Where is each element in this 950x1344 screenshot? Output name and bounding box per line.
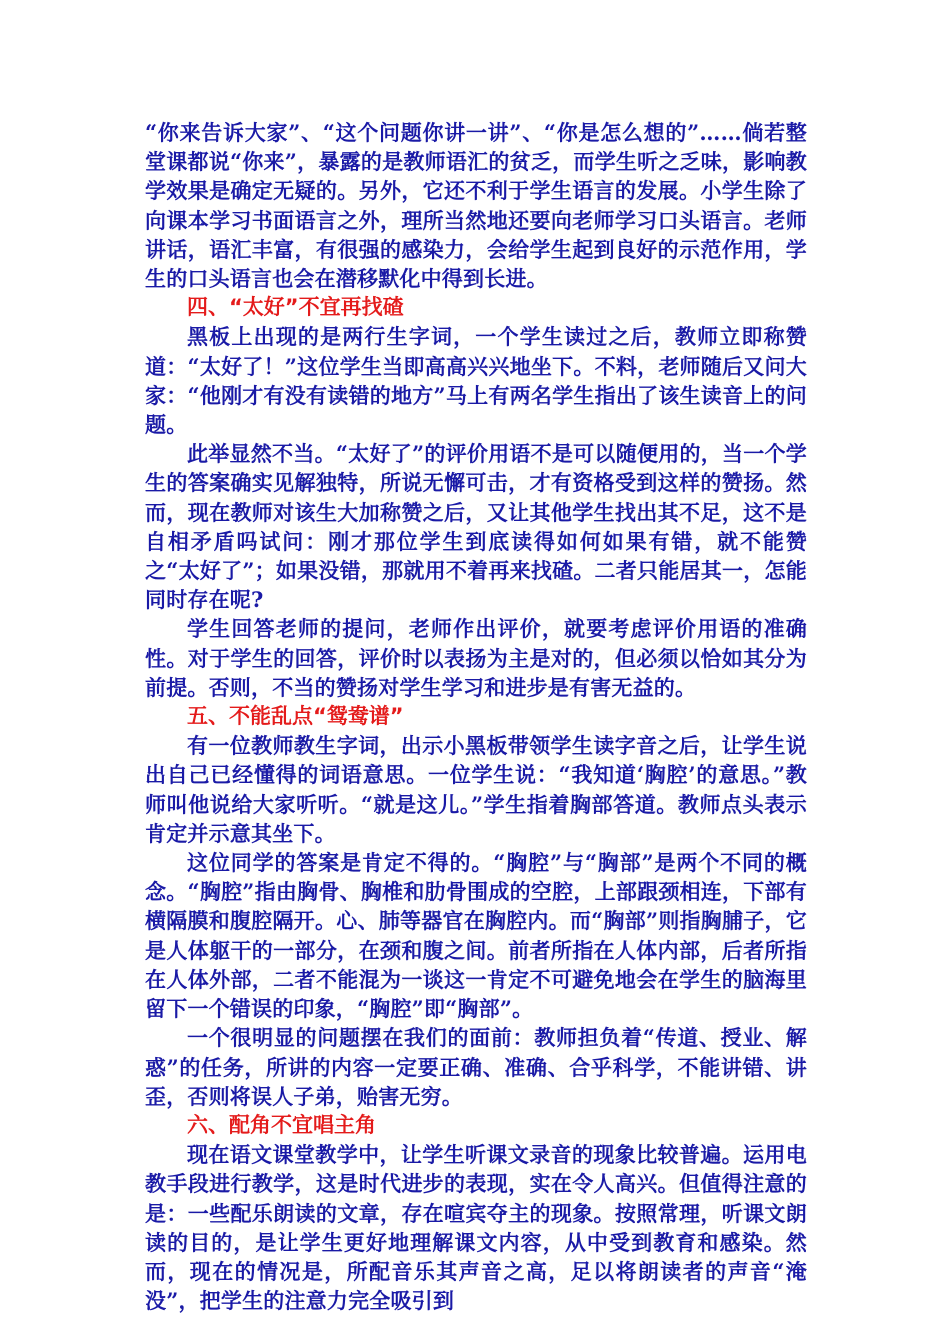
section-heading-4: 四、“太好”不宜再找碴 [187, 295, 404, 320]
paragraph: 此举显然不当。“太好了”的评价用语不是可以随便用的，当一个学生的答案确实见解独特，所说无懈可击，才有资格受到这样的赞扬。然而，现在教师对该生大加称赞之后，又让其他学生找出其不足，这不是自相矛盾吗试问：刚才那位学生到底读得如何如果有错，就不能赞之“太好了”；如果没错，那就用不着再来找碴。二者只能居其一，怎能同时存在呢? [145, 441, 807, 613]
paragraph: “你来告诉大家”、“这个问题你讲一讲”、“你是怎么想的”……倘若整堂课都说“你来”，暴露的是教师语汇的贫乏，而学生听之乏味，影响教学效果是确定无疑的。另外，它还不利于学生语言的发展。小学生除了向课本学习书面语言之外，理所当然地还要向老师学习口头语言。老师讲话，语汇丰富，有很强的感染力，会给学生起到良好的示范作用，学生的口头语言也会在潜移默化中得到长进。 [145, 120, 807, 292]
document-page [145, 118, 807, 1315]
paragraph: 黑板上出现的是两行生字词，一个学生读过之后，教师立即称赞道：“太好了！”这位学生当即高高兴兴地坐下。不料，老师随后又问大家：“他刚才有没有读错的地方”马上有两名学生指出了该生读音上的问题。 [145, 324, 807, 438]
paragraph: 这位同学的答案是肯定不得的。“胸腔”与“胸部”是两个不同的概念。“胸腔”指由胸骨、胸椎和肋骨围成的空腔，上部跟颈相连，下部有横隔膜和腹腔隔开。心、肺等器官在胸腔内。而“胸部”则指胸脯子，它是人体躯干的一部分，在颈和腹之间。前者所指在人体内部，后者所指在人体外部，二者不能混为一谈这一肯定不可避免地会在学生的脑海里留下一个错误的印象，“胸腔”即“胸部”。 [145, 850, 807, 1022]
section-heading-6: 六、配角不宜唱主角 [187, 1112, 376, 1137]
paragraph: 有一位教师教生字词，出示小黑板带领学生读字音之后，让学生说出自己已经懂得的词语意思。一位学生说：“我知道‘胸腔’的意思。”教师叫他说给大家听听。“就是这儿。”学生指着胸部答道。教师点头表示肯定并示意其坐下。 [145, 733, 807, 846]
paragraph: 学生回答老师的提问，老师作出评价，就要考虑评价用语的准确性。对于学生的回答，评价时以表扬为主是对的，但必须以恰如其分为前提。否则，不当的赞扬对学生学习和进步是有害无益的。 [145, 616, 807, 700]
paragraph: 现在语文课堂教学中，让学生听课文录音的现象比较普遍。运用电教手段进行教学，这是时代进步的表现，实在令人高兴。但值得注意的是：一些配乐朗读的文章，存在喧宾夺主的现象。按照常理，听课文朗读的目的，是让学生更好地理解课文内容，从中受到教育和感染。然而，现在的情况是，所配音乐其声音之高，足以将朗读者的声音“淹没”，把学生的注意力完全吸引到 [145, 1142, 807, 1314]
paragraph: 一个很明显的问题摆在我们的面前：教师担负着“传道、授业、解惑”的任务，所讲的内容一定要正确、准确、合乎科学，不能讲错、讲歪，否则将误人子弟，贻害无穷。 [145, 1025, 807, 1109]
section-heading-5: 五、不能乱点“鸳鸯谱” [187, 704, 404, 729]
